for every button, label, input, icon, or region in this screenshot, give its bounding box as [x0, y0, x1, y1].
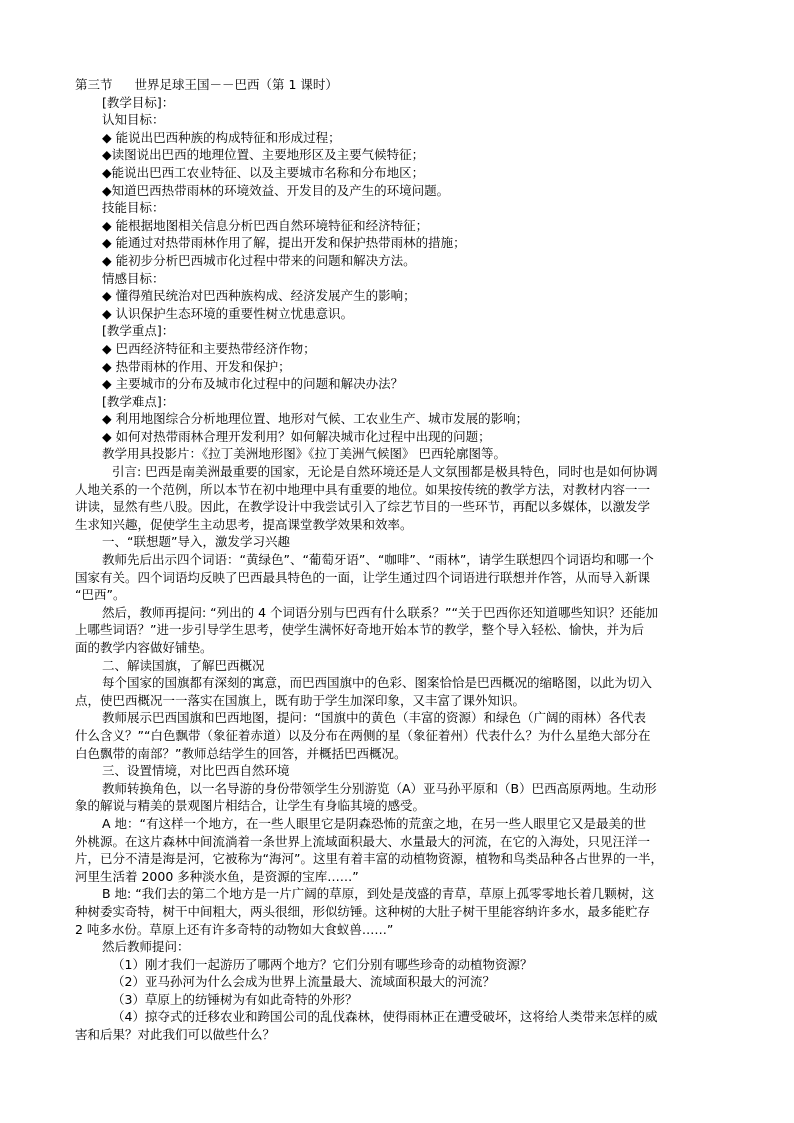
part-heading: 三、设置情境，对比巴西自然环境: [102, 763, 290, 779]
part-heading: 二、解读国旗，了解巴西概况: [102, 657, 265, 673]
skill-item: ◆ 能根据地图相关信息分析巴西自然环境特征和经济特征；: [102, 217, 429, 233]
skill-heading: 技能目标：: [102, 200, 165, 216]
paragraph-line: 然后，教师再提问: “列出的 4 个词语分别与巴西有什么联系？”“关于巴西你还知道哪些知识？还能加: [102, 604, 659, 620]
difficulties-heading: [教学难点]：: [102, 393, 175, 409]
difficulty-item: ◆ 利用地图综合分析地理位置、地形对气候、工农业生产、城市发展的影响；: [102, 411, 529, 427]
key-point-item: ◆ 热带雨林的作用、开发和保护；: [102, 358, 291, 374]
cognitive-item: ◆读图说出巴西的地理位置、主要地形区及主要气候特征；: [102, 147, 425, 163]
paragraph-line: 教师先后出示四个词语：“黄绿色”、“葡萄牙语”、“咖啡”、“雨林”，请学生联想四个词语均和哪一个: [102, 552, 654, 568]
paragraph-line: 白色飘带的南部？”教师总结学生的回答，并概括巴西概况。: [75, 745, 407, 761]
paragraph-line: B 地: “我们去的第二个地方是一片广阔的草原，到处是茂盛的青草，草原上孤零零地长着几颗树，这: [102, 886, 655, 902]
paragraph-line: 什么含义？”“白色飘带（象征着赤道）以及分布在两侧的星（象征着州）代表什么？为什么星绝大部分在: [75, 727, 651, 743]
emotion-heading: 情感目标：: [102, 270, 165, 286]
intro-line: 讲读，显然有些八股。因此，在教学设计中我尝试引入了综艺节目的一些环节，再配以多媒体，以激发学: [75, 499, 651, 515]
cognitive-heading: 认知目标：: [102, 112, 165, 128]
teaching-aids: 教学用具投影片：《拉丁美洲地形图》《拉丁美洲气候图》 巴西轮廓图等。: [102, 446, 506, 462]
question-item: （3）草原上的纺锤树为有如此奇特的外形？: [112, 991, 358, 1007]
document-page: [75, 76, 723, 1044]
question-item: （4）掠夺式的迁移农业和跨国公司的乱伐森林，使得雨林正在遭受破坏，这将给人类带来怎样的威: [112, 1009, 658, 1025]
paragraph-line: “巴西”。: [75, 587, 126, 603]
skill-item: ◆ 能通过对热带雨林作用了解，提出开发和保护热带雨林的措施；: [102, 235, 466, 251]
cognitive-item: ◆能说出巴西工农业特征、以及主要城市名称和分布地区；: [102, 164, 425, 180]
part-heading: 一、“联想题”导入，激发学习兴趣: [102, 534, 290, 550]
paragraph-line: 象的解说与精美的景观图片相结合，让学生有身临其境的感受。: [75, 798, 426, 814]
emotion-item: ◆ 认识保护生态环境的重要性树立忧患意识。: [102, 305, 354, 321]
key-point-item: ◆ 主要城市的分布及城市化过程中的问题和解决办法？: [102, 376, 404, 392]
section-number: 第三节: [75, 77, 113, 92]
cognitive-item: ◆知道巴西热带雨林的环境效益、开发目的及产生的环境问题。: [102, 182, 450, 198]
question-item: （2）亚马孙河为什么会成为世界上流量最大、流域面积最大的河流？: [112, 974, 495, 990]
paragraph-line: 教师展示巴西国旗和巴西地图，提问：“国旗中的黄色（丰富的资源）和绿色（广阔的雨林）各代表: [102, 710, 646, 726]
paragraph-line: 上哪些词语？”进一步引导学生思考，使学生满怀好奇地开始本节的教学，整个导入轻松、愉快，并为后: [75, 622, 644, 638]
paragraph-line: 2 吨多水份。草原上还有许多奇特的动物如大食蚁兽……”: [75, 921, 394, 937]
paragraph-line: 片，已分不清是海是河，它被称为“海河”。这里有着丰富的动植物资源，植物和鸟类品种各占世界的一半，: [75, 851, 663, 867]
key-points-heading: [教学重点]：: [102, 323, 175, 339]
paragraph-line: 河里生活着 2000 多种淡水鱼，是资源的宝库……”: [75, 868, 359, 884]
key-point-item: ◆ 巴西经济特征和主要热带经济作物；: [102, 340, 316, 356]
paragraph-line: A 地：“有这样一个地方，在一些人眼里它是阴森恐怖的荒蛮之地，在另一些人眼里它又是最美的世: [102, 815, 647, 831]
cognitive-item: ◆ 能说出巴西种族的构成特征和形成过程；: [102, 129, 341, 145]
paragraph-line: 每个国家的国旗都有深刻的寓意，而巴西国旗中的色彩、图案恰恰是巴西概况的缩略图，以此为切入: [102, 675, 653, 691]
section-title: [75, 76, 723, 94]
paragraph-line: 教师转换角色，以一名导游的身份带领学生分别游览（A）亚马孙平原和（B）巴西高原两地。生动形: [102, 780, 657, 796]
section-heading: 世界足球王国－－巴西（第 1 课时）: [134, 77, 338, 92]
paragraph-line: 面的教学内容做好铺垫。: [75, 640, 213, 655]
intro-line: 引言: 巴西是南美洲最重要的国家，无论是自然环境还是人文氛围都是极具特色，同时也是如何协调: [112, 464, 658, 480]
paragraph-line: 点，使巴西概况一一落实在国旗上，既有助于学生加深印象，又丰富了课外知识。: [75, 692, 526, 708]
paragraph-line: 国家有关。四个词语均反映了巴西最具特色的一面，让学生通过四个词语进行联想并作答，从而导入新课: [75, 569, 651, 585]
skill-item: ◆ 能初步分析巴西城市化过程中带来的问题和解决方法。: [102, 252, 416, 268]
emotion-item: ◆ 懂得殖民统治对巴西种族构成、经济发展产生的影响；: [102, 288, 416, 304]
intro-line: 人地关系的一个范例，所以本节在初中地理中具有重要的地位。如果按传统的教学方法，对教材内容一一: [75, 481, 651, 497]
intro-line: 生求知兴趣，促使学生主动思考，提高课堂教学效果和效率。: [75, 516, 413, 532]
question-item: 害和后果？对此我们可以做些什么？: [75, 1027, 276, 1043]
paragraph-line: 然后教师提问：: [102, 939, 190, 955]
paragraph-line: 外桃源。在这片森林中间流淌着一条世界上流域面积最大、水量最大的河流，在它的入海处，只见汪洋一: [75, 833, 651, 849]
difficulty-item: ◆ 如何对热带雨林合理开发利用？如何解决城市化过程中出现的问题；: [102, 428, 491, 444]
objectives-heading: [教学目标]：: [102, 94, 175, 110]
question-item: （1）刚才我们一起游历了哪两个地方？它们分别有哪些珍奇的动植物资源？: [112, 956, 533, 972]
paragraph-line: 种树委实奇特，树干中间粗大，两头很细，形似纺锤。这种树的大肚子树干里能容纳许多水，最多能贮存: [75, 903, 651, 919]
